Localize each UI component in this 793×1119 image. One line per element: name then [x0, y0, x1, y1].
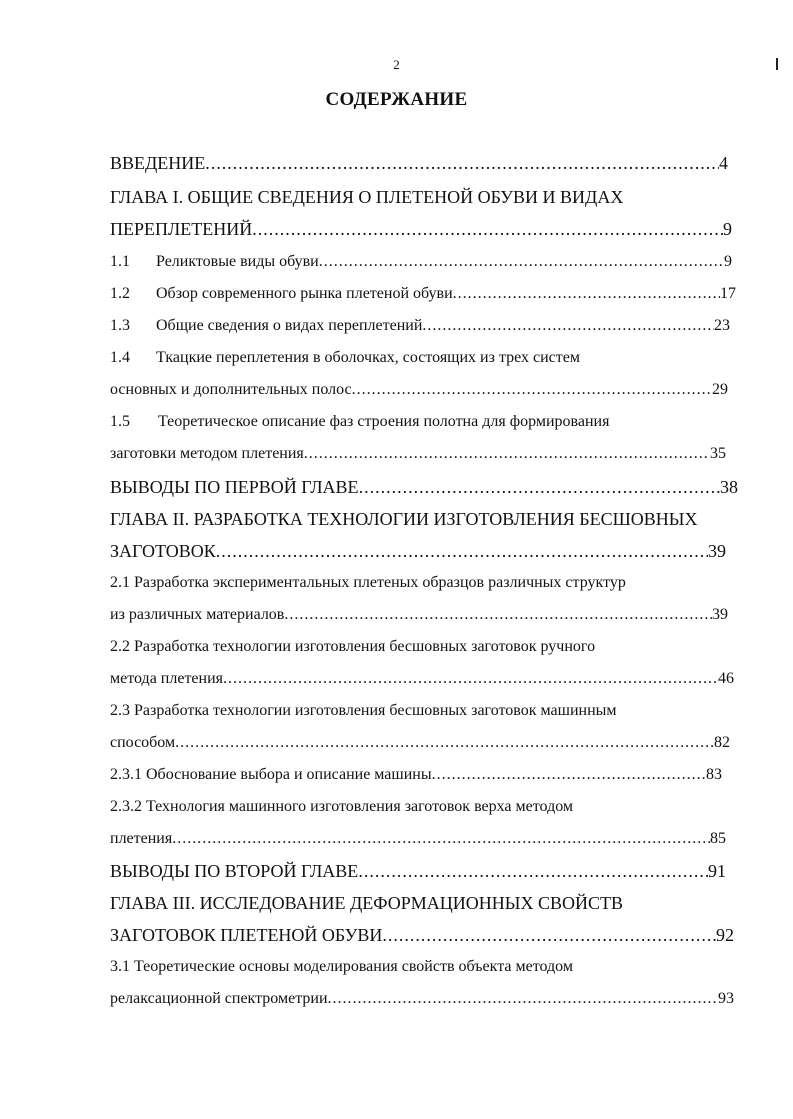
toc-entry-title: ПЕРЕПЛЕТЕНИЙ: [110, 219, 253, 239]
toc-entry-conclusions-1: [110, 474, 738, 500]
toc-entry-2-2: [110, 666, 734, 692]
section-number: 1.5: [110, 413, 130, 430]
toc-entry-page: 46: [718, 670, 734, 687]
toc-entry-page: 9: [723, 219, 732, 239]
toc-entry-chapter-2: [110, 538, 726, 564]
leader-dots: [352, 377, 712, 403]
toc-entry-page: 39: [712, 606, 728, 623]
toc-entry-1-2: [110, 281, 736, 307]
chapter-1-title-line1: ГЛАВА I. ОБЩИЕ СВЕДЕНИЯ О ПЛЕТЕНОЙ ОБУВИ И ВИДАХ: [110, 187, 624, 207]
section-number: 1.4: [110, 349, 130, 366]
scan-edge-mark: [776, 58, 778, 70]
toc-entry-1-4-line1: [110, 345, 580, 371]
leader-dots: [252, 216, 723, 242]
toc-entry-title: Теоретическое описание фаз строения полотна для формирования: [158, 413, 610, 430]
toc-entry-title: ВВЕДЕНИЕ: [110, 153, 206, 173]
toc-entry-2-3: [110, 730, 730, 756]
toc-entry-title: Обзор современного рынка плетеной обуви: [156, 285, 453, 302]
toc-entry-page: 39: [708, 541, 726, 561]
toc-entry-1-5-line1: [110, 409, 609, 435]
toc-entry-conclusions-2: [110, 858, 726, 884]
leader-dots: [216, 538, 708, 564]
section-number: 1.3: [110, 317, 130, 334]
leader-dots: [172, 826, 710, 852]
leader-dots: [328, 986, 718, 1012]
leader-dots: [432, 762, 706, 788]
toc-entry-2-3-2: [110, 826, 726, 852]
toc-entry-title: 2.3.1 Обоснование выбора и описание машины: [110, 766, 432, 783]
toc-entry-chapter-3: [110, 922, 734, 948]
toc-entry-title: плетения: [110, 830, 173, 847]
leader-dots: [223, 666, 718, 692]
toc-entry-page: 38: [720, 477, 738, 497]
leader-dots: [422, 313, 714, 339]
toc-entry-page: 91: [708, 861, 726, 881]
toc-entry-page: 23: [714, 317, 730, 334]
leader-dots: [205, 150, 719, 176]
toc-entry-title: ВЫВОДЫ ПО ВТОРОЙ ГЛАВЕ: [110, 861, 359, 881]
leader-dots: [358, 858, 708, 884]
toc-entry-2-1-line1: 2.1 Разработка экспериментальных плетеных образцов различных структур: [110, 574, 626, 591]
toc-heading: СОДЕРЖАНИЕ: [325, 89, 468, 110]
toc-entry-page: 83: [706, 766, 722, 783]
section-number: 1.1: [110, 253, 130, 270]
toc-entry-3-1-line1: 3.1 Теоретические основы моделирования свойств объекта методом: [110, 958, 573, 975]
toc-entry-page: 93: [718, 990, 734, 1007]
toc-entry-title: из различных материалов: [110, 606, 285, 623]
toc-entry-title: основных и дополнительных полос: [110, 381, 352, 398]
toc-entry-1-3: [110, 313, 730, 339]
toc-entry-page: 4: [719, 153, 728, 173]
toc-entry-title: способом: [110, 734, 176, 751]
toc-entry-title: метода плетения: [110, 670, 224, 687]
toc-entry-title: заготовки методом плетения: [110, 445, 304, 462]
chapter-2-title-line1: ГЛАВА II. РАЗРАБОТКА ТЕХНОЛОГИИ ИЗГОТОВЛЕНИЯ БЕСШОВНЫХ: [110, 509, 698, 529]
leader-dots: [359, 474, 720, 500]
toc-entry-title: ВЫВОДЫ ПО ПЕРВОЙ ГЛАВЕ: [110, 477, 359, 497]
leader-dots: [304, 441, 710, 467]
toc-entry-page: 9: [724, 253, 732, 270]
toc-entry-introduction: [110, 150, 728, 176]
toc-entry-2-3-2-line1: 2.3.2 Технология машинного изготовления заготовок верха методом: [110, 798, 574, 815]
toc-entry-page: 17: [720, 285, 736, 302]
toc-entry-page: 29: [712, 381, 728, 398]
page-number: 2: [393, 57, 400, 72]
toc-entry-page: 82: [714, 734, 730, 751]
leader-dots: [453, 281, 720, 307]
leader-dots: [319, 249, 724, 275]
section-number: 1.2: [110, 285, 130, 302]
toc-entry-title: ЗАГОТОВОК ПЛЕТЕНОЙ ОБУВИ: [110, 925, 383, 945]
toc-entry-title: Общие сведения о видах переплетений: [156, 317, 423, 334]
toc-entry-page: 85: [710, 830, 726, 847]
toc-entry-2-3-1: [110, 762, 722, 788]
toc-entry-page: 92: [716, 925, 734, 945]
toc-entry-title: Реликтовые виды обуви: [156, 253, 319, 270]
toc-entry-title: Ткацкие переплетения в оболочках, состоящих из трех систем: [156, 349, 580, 366]
toc-entry-2-1: [110, 602, 728, 628]
toc-entry-title: ЗАГОТОВОК: [110, 541, 216, 561]
toc-entry-1-1: [110, 249, 732, 275]
toc-entry-3-1: [110, 986, 734, 1012]
toc-entry-2-3-line1: 2.3 Разработка технологии изготовления бесшовных заготовок машинным: [110, 702, 617, 719]
chapter-3-title-line1: ГЛАВА III. ИССЛЕДОВАНИЕ ДЕФОРМАЦИОННЫХ СВОЙСТВ: [110, 893, 623, 913]
leader-dots: [284, 602, 712, 628]
leader-dots: [175, 730, 714, 756]
toc-entry-2-2-line1: 2.2 Разработка технологии изготовления бесшовных заготовок ручного: [110, 638, 596, 655]
leader-dots: [382, 922, 716, 948]
toc-entry-page: 35: [710, 445, 726, 462]
toc-entry-1-5: [110, 441, 726, 467]
toc-entry-chapter-1: [110, 216, 732, 242]
toc-entry-title: релаксационной спектрометрии: [110, 990, 328, 1007]
toc-entry-1-4: [110, 377, 728, 403]
